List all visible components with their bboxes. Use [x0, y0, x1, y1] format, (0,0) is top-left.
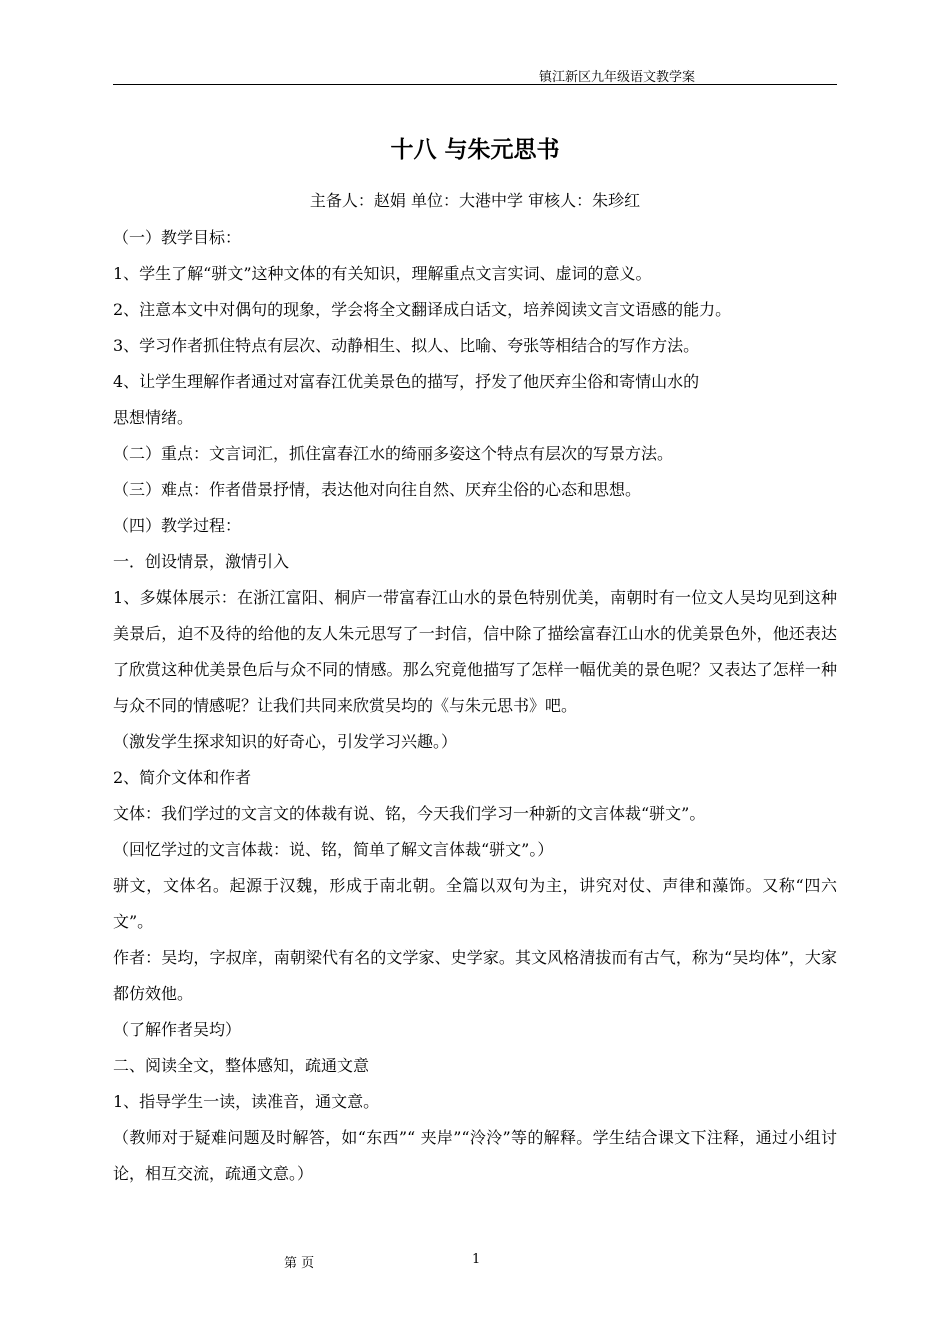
- paragraph-intro: 1、多媒体展示：在浙江富阳、桐庐一带富春江山水的景色特别优美，南朝时有一位文人吴均见到这种美景后，迫不及待的给他的友人朱元思写了一封信，信中除了描绘富春江山水的优美景色外，他还表达了欣赏这种优美景色后与众不同的情感。那么究竟他描写了怎样一幅优美的景色呢？又表达了怎样一种与众不同的情感呢？让我们共同来欣赏吴均的《与朱元思书》吧。: [113, 588, 837, 715]
- text-line: 1、指导学生一读，读准音，通文意。: [113, 1092, 380, 1111]
- text-line: （四）教学过程：: [113, 516, 242, 535]
- page-header: [113, 60, 837, 85]
- text-line: 2、注意本文中对偶句的现象，学会将全文翻译成白话文，培养阅读文言文语感的能力。: [113, 300, 732, 319]
- text-line: 二、阅读全文，整体感知，疏通文意: [113, 1056, 370, 1075]
- text-line: 一．创设情景，激情引入: [113, 552, 290, 571]
- text-line: （回忆学过的文言体裁：说、铭，简单了解文言体裁“骈文”。）: [113, 840, 554, 859]
- header-text: 镇江新区九年级语文教学案: [538, 70, 695, 85]
- paragraph-pianwen: 骈文，文体名。起源于汉魏，形成于南北朝。全篇以双句为主，讲究对仗、声律和藻饰。又称“四六文”。: [113, 876, 837, 931]
- author-info: 主备人：赵娟 单位：大港中学 审核人：朱珍红: [309, 191, 641, 210]
- text-line: （激发学生探求知识的好奇心，引发学习兴趣。）: [113, 732, 458, 751]
- text-line: 3、学习作者抓住特点有层次、动静相生、拟人、比喻、夸张等相结合的写作方法。: [113, 336, 700, 355]
- footer-page-number: 1: [472, 1252, 481, 1267]
- text-line: （了解作者吴均）: [113, 1020, 242, 1039]
- document-title: 十八 与朱元思书: [390, 137, 560, 163]
- text-line: 文体：我们学过的文言文的体裁有说、铭，今天我们学习一种新的文言体裁“骈文”。: [113, 804, 706, 823]
- text-line: 思想情绪。: [113, 408, 194, 427]
- paragraph-author: 作者：吴均，字叔庠，南朝梁代有名的文学家、史学家。其文风格清拔而有古气，称为“吴均体”，大家都仿效他。: [113, 948, 837, 1003]
- text-line: 1、学生了解“骈文”这种文体的有关知识，理解重点文言实词、虚词的意义。: [113, 264, 652, 283]
- text-line: （一）教学目标：: [113, 228, 242, 247]
- text-line: （二）重点：文言词汇，抓住富春江水的绮丽多姿这个特点有层次的写景方法。: [113, 444, 674, 463]
- text-line: 4、让学生理解作者通过对富春江优美景色的描写，抒发了他厌弃尘俗和寄情山水的: [113, 372, 700, 391]
- paragraph-teacher-note: （教师对于疑难问题及时解答，如“东西”“ 夹岸”“泠泠”等的解释。学生结合课文下注释，通过小组讨论，相互交流，疏通文意。）: [113, 1128, 837, 1183]
- text-line: 2、简介文体和作者: [113, 768, 252, 787]
- document-body: [113, 130, 837, 1192]
- footer-page-label: 第 页: [284, 1256, 315, 1271]
- text-line: （三）难点：作者借景抒情，表达他对向往自然、厌弃尘俗的心态和思想。: [113, 480, 642, 499]
